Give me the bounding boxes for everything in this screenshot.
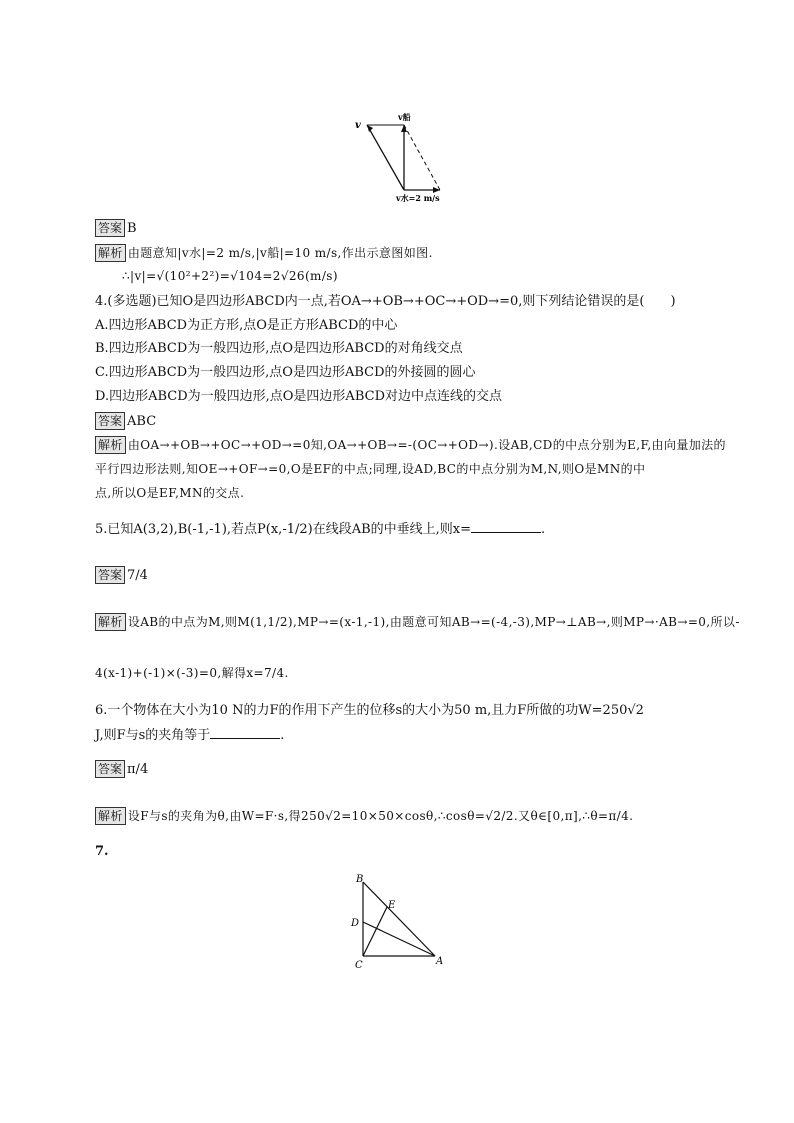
q4-option-a: A.四边形ABCD为正方形,点O是正方形ABCD的中心 xyxy=(95,318,398,333)
solution-text: 设F与s的夹角为θ,由W=F·s,得250√2=10×50×cosθ,∴cosθ=√2/2.又θ∈[0,π],∴θ=π/4. xyxy=(127,809,634,823)
q4-option-b: B.四边形ABCD为一般四边形,点O是四边形ABCD的对角线交点 xyxy=(95,341,463,356)
answer-value: 7/4 xyxy=(127,568,148,583)
triangle-diagram xyxy=(345,872,455,972)
label-b: B xyxy=(356,874,364,885)
answer-value: π/4 xyxy=(127,762,149,777)
answer-blank xyxy=(471,520,541,533)
q6-stem-line1: 6.一个物体在大小为10 N的力F的作用下产生的位移s的大小为50 m,且力F所做的功W=250√2 xyxy=(95,703,644,718)
q4-stem: 4.(多选题)已知O是四边形ABCD内一点,若OA→+OB→+OC→+OD→=0,则下列结论错误的是( ) xyxy=(95,294,676,309)
label-c: C xyxy=(355,960,363,971)
label-v: v xyxy=(355,120,361,131)
solution-tag: 解析 xyxy=(95,807,126,825)
answer-value: B xyxy=(127,221,137,236)
solution-text: 由OA→+OB→+OC→+OD→=0知,OA→+OB→=-(OC→+OD→).设AB,CD的中点分别为E,F,由向量加法的 xyxy=(127,438,726,452)
label-d: D xyxy=(351,918,360,929)
answer-tag: 答案 xyxy=(95,412,125,430)
q6-stem-line2: J,则F与s的夹角等于 . xyxy=(95,728,285,743)
q6-answer xyxy=(95,760,148,779)
q3-solution-line2: ∴|v|=√(10²+2²)=√104=2√26(m/s) xyxy=(122,269,338,283)
q3-answer xyxy=(95,219,137,238)
q4-solution-line3: 点,所以O是EF,MN的交点. xyxy=(95,486,245,500)
q4-solution-line2: 平行四边形法则,知OE→+OF→=0,O是EF的中点;同理,设AD,BC的中点分别为M,N,则O是MN的中 xyxy=(95,462,646,476)
solution-tag: 解析 xyxy=(95,244,126,262)
q5-stem-text: 5.已知A(3,2),B(-1,-1),若点P(x,-1/2)在线段AB的中垂线上,则x= xyxy=(95,522,471,537)
solution-text: 由题意知|v水|=2 m/s,|v船|=10 m/s,作出示意图如图. xyxy=(127,246,433,260)
label-e: E xyxy=(388,900,396,911)
solution-tag: 解析 xyxy=(95,436,126,454)
answer-blank xyxy=(210,726,280,739)
velocity-diagram xyxy=(352,110,452,205)
label-vboat: v船 xyxy=(398,112,411,122)
answer-tag: 答案 xyxy=(95,219,125,237)
q6-stem-text: J,则F与s的夹角等于 xyxy=(95,728,211,743)
q5-solution-line2: 4(x-1)+(-1)×(-3)=0,解得x=7/4. xyxy=(95,666,289,680)
q6-solution xyxy=(95,807,633,825)
answer-tag: 答案 xyxy=(95,566,125,584)
answer-value: ABC xyxy=(127,414,157,429)
q4-solution xyxy=(95,436,726,454)
q7-number: 7. xyxy=(95,844,109,859)
q4-option-d: D.四边形ABCD为一般四边形,点O是四边形ABCD对边中点连线的交点 xyxy=(95,389,502,404)
q4-answer xyxy=(95,412,156,431)
q3-solution xyxy=(95,244,433,262)
label-vwater: v水=2 m/s xyxy=(396,193,440,203)
q5-stem: 5.已知A(3,2),B(-1,-1),若点P(x,-1/2)在线段AB的中垂线上,则x= . xyxy=(95,522,546,537)
q5-answer xyxy=(95,566,148,585)
answer-tag: 答案 xyxy=(95,760,125,778)
q5-solution xyxy=(95,613,740,631)
solution-text: 设AB的中点为M,则M(1,1/2),MP→=(x-1,-1),由题意可知AB→=(-4,-3),MP→⊥AB→,则MP→·AB→=0,所以- xyxy=(127,615,740,629)
label-a: A xyxy=(436,956,444,967)
q4-option-c: C.四边形ABCD为一般四边形,点O是四边形ABCD的外接圆的圆心 xyxy=(95,365,476,380)
solution-tag: 解析 xyxy=(95,613,126,631)
